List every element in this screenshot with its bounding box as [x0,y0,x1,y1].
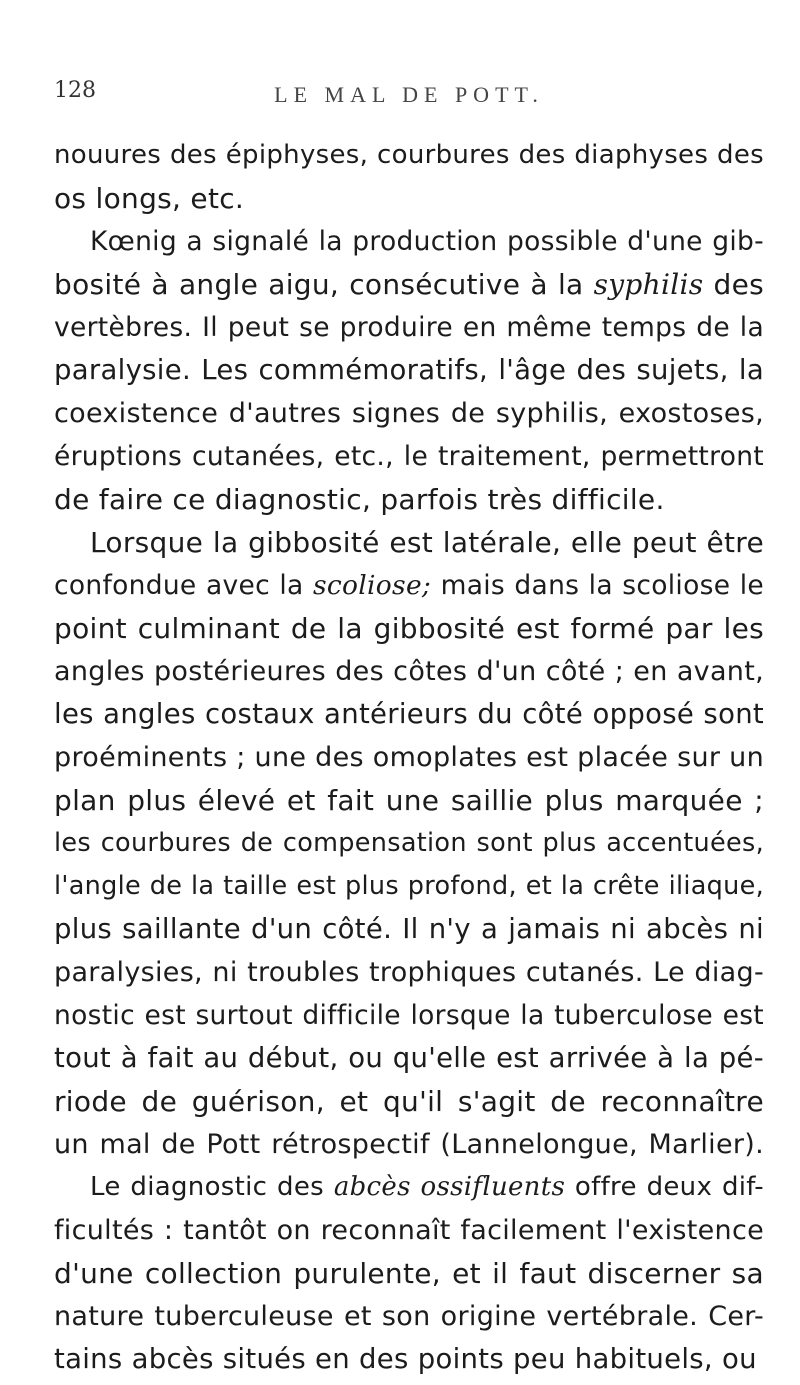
text-line [54,994,764,1037]
text-segment: vertèbres. Il peut se produire en même temps de la [54,312,764,343]
text-line [54,306,764,349]
text-segment: les angles costaux antérieurs du côté opposé sont [54,698,764,730]
text-segment: plan plus élevé et fait une saillie plus marquée ; [54,784,764,817]
text-segment: d'une collection purulente, et il faut discerner sa [54,1257,764,1290]
text-segment: nostic est surtout difficile lorsque la tuberculose est [54,1000,764,1031]
text-line [54,1338,764,1381]
text-segment: Le diagnostic des [90,1172,334,1202]
text-line [54,177,764,220]
text-segment: nature tuberculeuse et son origine vertébrale. Cer- [54,1301,764,1332]
text-line [54,908,764,951]
text-line [54,478,764,521]
text-line [54,951,764,994]
italic-term: syphilis [593,268,704,301]
text-line [54,822,764,865]
text-segment: ficultés : tantôt on reconnaît facilement l'existence [54,1215,764,1246]
text-segment: paralysie. Les commémoratifs, l'âge des sujets, la [54,354,764,386]
text-segment: coexistence d'autres signes de syphilis, exostoses, [54,398,764,429]
text-segment: os longs, etc. [54,182,245,215]
text-segment: confondue avec la [54,570,313,601]
page-header [54,74,764,110]
text-line [54,779,764,822]
text-segment: Lorsque la gibbosité est latérale, elle peut être [90,526,764,559]
text-segment: un mal de Pott rétrospectif (Lannelongue, Marlier). [54,1129,764,1160]
text-segment: paralysies, ni troubles trophiques cutanés. Le diag- [54,957,764,988]
text-line [54,263,764,306]
text-segment: plus saillante d'un côté. Il n'y a jamais ni abcès ni [54,913,764,945]
text-segment: tains abcès situés en des points peu habituels, ou [54,1343,757,1375]
text-line [54,1037,764,1080]
page-number: 128 [54,78,96,103]
text-segment: riode de guérison, et qu'il s'agit de reconnaître [54,1085,764,1118]
text-line [54,607,764,650]
text-line [54,865,764,908]
text-segment: angles postérieures des côtes d'un côté ; en avant, [54,656,764,687]
text-line [54,1209,764,1252]
text-segment: éruptions cutanées, etc., le traitement, permettront [54,441,764,472]
body-text [54,134,764,1381]
running-title: LE MAL DE POTT. [274,82,544,107]
text-segment: tout à fait au début, ou qu'elle est arrivée à la pé- [54,1042,764,1074]
text-segment: mais dans la scoliose le [431,570,764,601]
text-line [54,1123,764,1166]
text-line [54,521,764,564]
text-line [54,650,764,693]
text-line [54,435,764,478]
text-segment: les courbures de compensation sont plus accentuées, [54,828,764,858]
text-segment: offre deux dif- [565,1172,764,1202]
text-segment: Kœnig a signalé la production possible d'une gib- [90,226,764,257]
text-line [54,1080,764,1123]
text-line [54,134,764,177]
italic-term: scoliose; [312,570,432,601]
italic-term: abcès ossifluents [333,1172,566,1202]
text-segment: nouures des épiphyses, courbures des diaphyses des [54,140,764,170]
text-segment: bosité à angle aigu, consécutive à la [54,268,594,301]
text-line [54,1166,764,1209]
text-segment: de faire ce diagnostic, parfois très difficile. [54,483,665,516]
text-line [54,1252,764,1295]
text-segment: proéminents ; une des omoplates est placée sur un [54,742,764,773]
text-line [54,392,764,435]
text-line [54,349,764,392]
text-line [54,220,764,263]
text-line [54,564,764,607]
text-line [54,736,764,779]
text-segment: l'angle de la taille est plus profond, et la crête iliaque, [54,871,764,901]
text-segment: des [703,268,764,301]
text-segment: point culminant de la gibbosité est formé par les [54,612,764,645]
text-line [54,693,764,736]
text-line [54,1295,764,1338]
